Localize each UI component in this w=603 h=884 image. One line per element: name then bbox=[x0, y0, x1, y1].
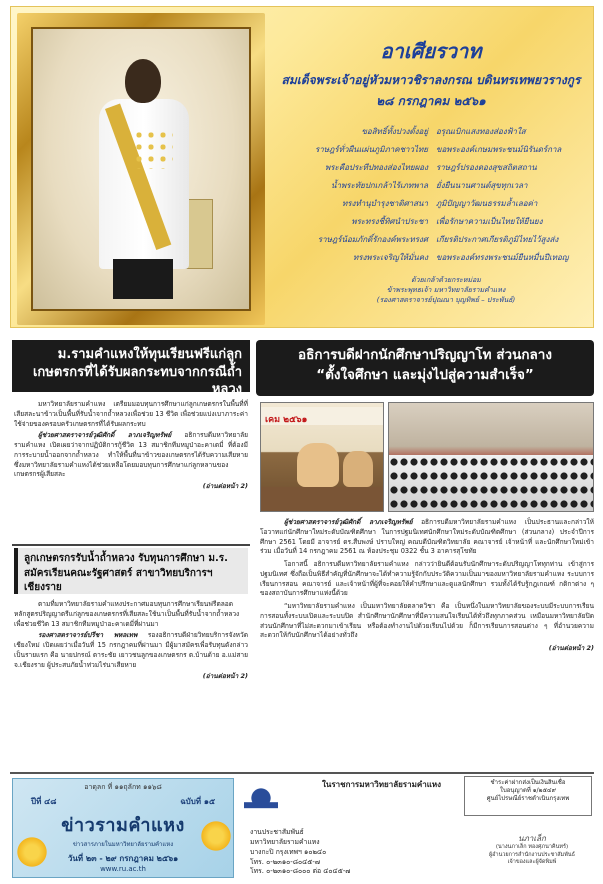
poem-line: พระทรงชี้ทิศนำประชา bbox=[351, 217, 428, 226]
postage-permit-box bbox=[464, 776, 592, 816]
article-person-name: ผู้ช่วยศาสตราจารย์วุฒิศักดิ์ ลาภเจริญทรัพย์ bbox=[284, 518, 413, 526]
orientation-headline[interactable] bbox=[256, 340, 594, 396]
tribute-date: ๒๘ กรกฎาคม ๒๕๖๑ bbox=[376, 94, 486, 108]
article-paragraph: อธิการบดีมหาวิทยาลัยรามคำแหง เป็นประธานและกล่าวให้โอวาทแก่นักศึกษาใหม่ระดับบัณฑิตศึกษา ในการปฐมนิเทศนักศึกษาใหม่ระดับบัณฑิตศึกษา (ส่วนกลาง) ประจำปีการศึกษา 2561 โดยมี อาจารย์ ดร.สืบพงษ์ ปราบใหญ่ คณบดีบัณฑิตวิทยาลัย คณาจารย์ เจ้าหน้าที่ และนักศึกษาใหม่เข้าร่วม เมื่อวันที่ 14 กรกฎาคม 2561 ณ ห้องประชุม 0322 ชั้น 3 อาคารสุโขทัย bbox=[260, 518, 594, 556]
article-paragraph: รองอธิการบดีฝ่ายวิทยบริการจังหวัดเชียงใหม่ เปิดเผยว่าเมื่อวันที่ 15 กรกฎาคมที่ผ่านมา มีผู้มาสมัครเพื่อรับทุนดังกล่าวเป็นรายแรก คือ นายปกรณ์ ตาระชัย เยาวชนลูกของเกษตรกร ต.บ้านด้าย อ.แม่สาย จ.เชียงราย ผู้ประสบภัยน้ำท่วมไร่นาเสียหาย bbox=[14, 631, 248, 669]
signature-line: ข้าพระพุทธเจ้า มหาวิทยาลัยรามคำแหง bbox=[386, 285, 506, 294]
editor-signature: นภาเล็ก bbox=[518, 834, 546, 843]
poem-line: ราษฎร์น้อมภักดิ์รักองค์พระทรงศ bbox=[317, 235, 428, 244]
scholarship-article bbox=[14, 400, 248, 540]
column-divider bbox=[12, 544, 250, 546]
editor-role: เจ้าของและผู้จัดพิมพ์ bbox=[507, 858, 557, 865]
publisher-credit bbox=[470, 834, 594, 866]
royal-tribute-banner bbox=[10, 6, 594, 328]
article-paragraph: มหาวิทยาลัยรามคำแหง เตรียมมอบทุนการศึกษาแก่ลูกเกษตรกรในพื้นที่ที่เสียสละนาข้าวเป็นพื้นที่รับน้ำจากถ้ำหลวงเพื่อช่วย 13 ชีวิต เพื่อช่วยแบ่งเบาภาระค่าใช้จ่ายของครอบครัวเกษตรกรที่ได้รับผลกระทบ bbox=[14, 400, 248, 428]
headline-quote: “ตั้งใจศึกษา และมุ่งไปสู่ความสำเร็จ” bbox=[316, 366, 534, 383]
continue-link[interactable]: (อ่านต่อหน้า 2) bbox=[548, 644, 594, 652]
poem-line: ภูมิปัญญาวัฒนธรรมล้ำเลอค่า bbox=[436, 199, 538, 208]
article-paragraph: อธิการบดีมหาวิทยาลัยรามคำแหง เปิดเผยว่าจากปฏิบัติการกู้ชีวิต 13 สมาชิกทีมหมูป่าอะคาเดมี่ ที่ต้องมีการระบายน้ำออกจากถ้ำหลวง ทำให้พื้นที่นาข้าวของเกษตรกรได้รับความเสียหาย ซึ่งมหาวิทยาลัยรามคำแหงได้ช่วยเหลือโดยมอบทุนการศึกษาแก่ลูกหลานของเกษตรกรผู้เสียสละ bbox=[14, 431, 248, 479]
poem-line: ขอพระองค์ทรงพระชนม์ยืนหมื่นปีเทอญ bbox=[436, 253, 569, 262]
poem-line: ขอพระองค์เกษมพระชนม์นิรันดร์กาล bbox=[436, 145, 562, 154]
tribute-poem bbox=[273, 125, 589, 264]
garuda-emblem-icon bbox=[244, 784, 278, 824]
footer-rule bbox=[10, 772, 594, 774]
poem-line: อรุณเบิกแสงทองส่องฟ้าใส bbox=[436, 127, 526, 136]
phone-line: โทร. ๐-๒๓๑๐-๘๐๐๐ ต่อ ๔๐๔๕-๗ bbox=[250, 867, 351, 876]
permit-line: ศูนย์ไปรษณีย์ราชดำเนินกรุงเทพ bbox=[486, 795, 570, 803]
article-paragraph: ตามที่มหาวิทยาลัยรามคำแหงประกาศมอบทุนการศึกษาเรียนฟรีตลอดหลักสูตรปริญญาตรีแก่ลูกของเกษตรกรที่เสียสละใช้นาเป็นพื้นที่รับน้ำจากถ้ำหลวง เพื่อช่วยชีวิต 13 สมาชิกทีมหมูป่าอะคาเดมี่ที่ผ่านมา bbox=[14, 600, 240, 628]
issue-number: ฉบับที่ ๑๕ bbox=[180, 797, 215, 806]
permit-line: ชำระค่าฝากส่งเป็นเงินสินเชื่อ bbox=[490, 779, 566, 786]
poem-line: ทรงพระเจริญให้มั่นคง bbox=[352, 253, 428, 262]
poem-line: พระคือประทีปทองส่องไทยผอง bbox=[324, 163, 428, 172]
royal-portrait bbox=[31, 27, 251, 311]
portrait-frame bbox=[17, 13, 265, 325]
volume-number: ปีที่ ๔๘ bbox=[31, 797, 57, 806]
phone-line: โทร. ๐-๒๓๑๐-๘๐๔๕-๗ bbox=[250, 857, 320, 866]
newspaper-masthead bbox=[12, 778, 234, 878]
poem-line: เกียรติประกาศเกียรติภูมิไทยไว้สูงส่ง bbox=[436, 235, 559, 244]
article-paragraph: โอกาสนี้ อธิการบดีมหาวิทยาลัยรามคำแหง กล่าวว่ายินดีต้อนรับนักศึกษาระดับปริญญาโททุกท่าน เข้าสู่การปฐมนิเทศ ซึ่งถือเป็นพิธีสำคัญที่นักศึกษาจะได้ทำความรู้จักกับประวัติความเป็นมาของมหาวิทยาลัยรามคำแหง ระบบการเรียนการสอน คณาจารย์ และเจ้าหน้าที่ผู้ที่จะคอยให้คำปรึกษาและดูแลนักศึกษา รวมทั้งได้รับรู้กฎเกณฑ์ กติกาต่าง ๆ ของสถาบันการศึกษาแห่งนี้ด้วย bbox=[260, 560, 594, 598]
poem-line: เพื่อรักษาความเป็นไทยให้ยืนยง bbox=[436, 217, 543, 226]
sender-address bbox=[250, 828, 410, 877]
tribute-poem-block bbox=[273, 13, 589, 325]
continue-link[interactable]: (อ่านต่อหน้า 2) bbox=[202, 672, 248, 681]
newspaper-title: ข่าวรามคำแหง bbox=[61, 815, 185, 836]
editor-title: ผู้อำนวยการสำนักงานประชาสัมพันธ์ bbox=[488, 851, 576, 858]
farmer-scholarship-headline[interactable]: ลูกเกษตรกรรับน้ำถ้ำหลวง รับทุนการศึกษา ม.ร. สมัครเรียนคณะรัฐศาสตร์ สาขาวิทยบริการฯ เชียงราย bbox=[14, 548, 248, 594]
poem-line: ทรงทำนุบำรุงชาติศาสนา bbox=[341, 199, 428, 208]
permit-line: ใบอนุญาตที่ ๑/๒๕๔๙ bbox=[500, 787, 556, 795]
poem-line: ขอสิทธิ์ทั้งปวงตั้งอยู่ bbox=[361, 127, 428, 136]
farmer-scholarship-article bbox=[14, 600, 248, 740]
address-line: งานประชาสัมพันธ์ bbox=[250, 828, 304, 836]
website-link[interactable]: www.ru.ac.th bbox=[100, 865, 146, 873]
official-mail-label: ในราชการมหาวิทยาลัยรามคำแหง bbox=[322, 780, 442, 789]
article-paragraph: “มหาวิทยาลัยรามคำแหง เป็นมหาวิทยาลัยตลาดวิชา คือ เป็นหนึ่งในมหาวิทยาลัยของระบบมีระบบการเรียนการสอนทั้งระบบเปิดและระบบปิด สำนักศึกษานักศึกษาที่มีความสนใจเรียนได้ทั่วถึงทุกภาคส่วน เหมือนมหาวิทยาลัยปิด ส่วนนักศึกษาที่ไม่สะดวกมาเข้าเรียน หรือต้องทำงานไปด้วยเรียนไปด้วย ก็มีการเรียนการสอนต่าง ๆ ที่อำนวยความสะดวกให้กับนักศึกษาได้อย่างทั่วถึง bbox=[260, 602, 594, 640]
poem-line: ยั่งยืนนานศานต์สุขทุกเวลา bbox=[436, 181, 528, 190]
address-line: มหาวิทยาลัยรามคำแหง bbox=[250, 837, 320, 846]
newspaper-tagline: ข่าวสารภายในมหาวิทยาลัยรามคำแหง bbox=[72, 841, 174, 848]
tribute-subtitle: สมเด็จพระเจ้าอยู่หัวมหาวชิราลงกรณ บดินทรเทพยวรางกูร bbox=[281, 73, 581, 87]
orientation-article bbox=[260, 518, 594, 768]
article-person-name: รองศาสตราจารย์ปรีชา พหลเทพ bbox=[38, 631, 138, 640]
signature-line: ด้วยเกล้าด้วยกระหม่อม bbox=[411, 276, 481, 284]
flower-icon bbox=[15, 835, 49, 869]
masthead-issue bbox=[13, 795, 233, 808]
poem-line: ราษฎร์ทั่วผืนแผ่นภูมิภาคชาวไทย bbox=[314, 145, 428, 154]
headline-line: อธิการบดีฝากนักศึกษาปริญญาโท ส่วนกลาง bbox=[298, 347, 552, 363]
poem-line: ราษฎร์ปรองดองสุขสถิตสถาน bbox=[436, 163, 537, 172]
address-line: บางกะปิ กรุงเทพฯ ๑๐๒๔๐ bbox=[250, 847, 327, 856]
flower-icon bbox=[199, 819, 233, 853]
editor-name: (นางนภาเล็ก ทองศุภนาคินทร์) bbox=[495, 844, 569, 851]
scholarship-headline[interactable]: ม.รามคำแหงให้ทุนเรียนฟรีแก่ลูกเกษตรกรที่ได้รับผลกระทบจากกรณีถ้ำหลวง bbox=[12, 340, 250, 392]
signature-line: (รองศาสตราจารย์ปุณณา บุญทิพย์ – ประพันธ์) bbox=[376, 295, 516, 304]
president-speaking-photo bbox=[260, 402, 384, 512]
issue-date: วันที่ ๒๓ - ๒๙ กรกฎาคม ๒๕๖๑ bbox=[67, 854, 179, 863]
photo-backdrop-text: เคม ๒๕๖๑ bbox=[265, 415, 308, 425]
masthead-topline: อาดุลก ที่ ๑๑ถุลักท ๑๑๖๘ bbox=[84, 783, 162, 791]
students-audience-photo bbox=[388, 402, 594, 512]
article-person-name: ผู้ช่วยศาสตราจารย์วุฒิศักดิ์ ลาภเจริญทรัพย์ bbox=[38, 431, 172, 440]
tribute-title: อาเศียรวาท bbox=[380, 39, 482, 63]
tribute-signature bbox=[273, 276, 589, 305]
continue-link[interactable]: (อ่านต่อหน้า 2) bbox=[202, 482, 248, 490]
poem-line: น้ำพระทัยปกเกล้าไร้เภทพาล bbox=[331, 181, 428, 190]
